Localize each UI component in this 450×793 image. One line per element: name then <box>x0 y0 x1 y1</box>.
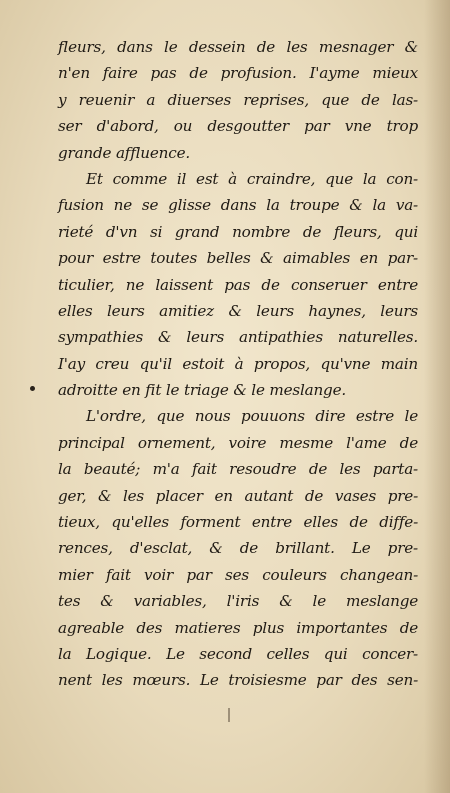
paragraph-start-line: Et comme il est à craindre, que la con- <box>86 169 418 188</box>
text-line: ticulier, ne laissent pas de conseruer entre <box>58 275 418 294</box>
text-line: la Logique. Le second celles qui concer- <box>58 644 418 663</box>
page-gutter-shadow <box>424 0 450 793</box>
page-speck <box>228 708 230 722</box>
text-line: ger, & les placer en autant de vases pre- <box>58 486 418 505</box>
text-line: fleurs, dans le dessein de les mesnager & <box>58 38 418 56</box>
margin-mark <box>30 386 35 391</box>
body-text <box>58 34 418 694</box>
paragraph-start-line: L'ordre, que nous pouuons dire estre le <box>86 407 418 426</box>
text-line: nent les mœurs. Le troisiesme par des sen- <box>58 671 418 690</box>
text-line: elles leurs amitiez & leurs haynes, leurs <box>58 301 418 320</box>
text-line: adroitte en fit le triage & le meslange. <box>58 381 346 400</box>
text-line: fusion ne se glisse dans la troupe & la va- <box>58 196 418 215</box>
text-line: mier fait voir par ses couleurs changean- <box>58 565 418 584</box>
text-line: rences, d'esclat, & de brillant. Le pre- <box>58 539 418 558</box>
text-line: principal ornement, voire mesme l'ame de <box>58 433 418 452</box>
text-line: sympathies & leurs antipathies naturelles. <box>58 328 418 347</box>
text-line: grande affluence. <box>58 143 190 162</box>
text-line: la beauté; m'a fait resoudre de les parta- <box>58 460 418 479</box>
text-line: pour estre toutes belles & aimables en par- <box>58 249 418 268</box>
text-line: I'ay creu qu'il estoit à propos, qu'vne main <box>58 354 418 373</box>
text-line: n'en faire pas de profusion. I'ayme mieux <box>58 64 418 83</box>
text-line: y reuenir a diuerses reprises, que de las- <box>58 90 418 109</box>
text-line: rieté d'vn si grand nombre de fleurs, qui <box>58 222 418 241</box>
text-line: tieux, qu'elles forment entre elles de diffe- <box>58 513 418 532</box>
text-line: tes & variables, l'iris & le meslange <box>58 592 418 611</box>
text-line: ser d'abord, ou desgoutter par vne trop <box>58 117 418 136</box>
text-line: agreable des matieres plus importantes de <box>58 618 418 637</box>
